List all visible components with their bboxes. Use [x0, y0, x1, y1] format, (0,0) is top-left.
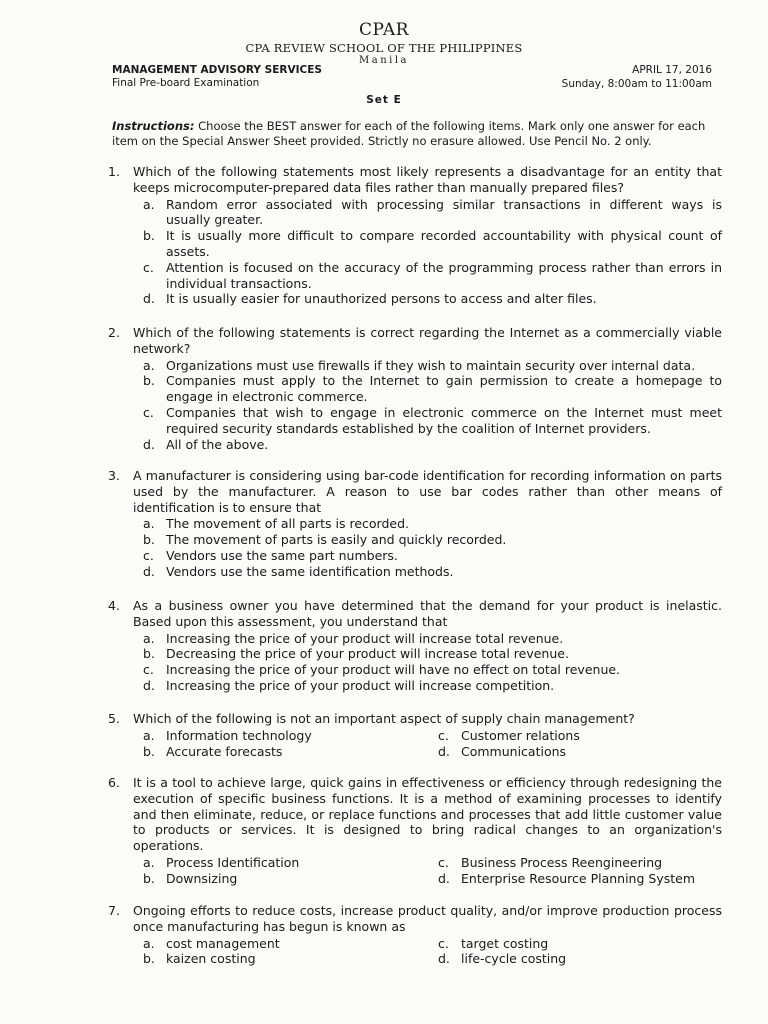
instructions-label: Instructions:	[112, 119, 195, 133]
option-c	[438, 855, 722, 871]
option-c	[438, 936, 722, 952]
option-text: life-cycle costing	[461, 951, 567, 967]
question-stem: As a business owner you have determined that the demand for your product is inelastic. Based upon this assessment, you understand that	[133, 598, 722, 629]
options-list	[143, 197, 722, 308]
options-list	[143, 728, 722, 760]
header-city: Manila	[359, 55, 409, 66]
header-title: CPAR	[359, 20, 409, 40]
option-text: All of the above.	[166, 436, 269, 452]
option-text: The movement of parts is easily and quickly recorded.	[166, 532, 507, 548]
option-b	[143, 744, 438, 760]
option-letter: b.	[143, 870, 155, 886]
option-text: Enterprise Resource Planning System	[461, 870, 696, 886]
option-letter: d.	[143, 436, 155, 452]
option-text: Communications	[461, 743, 567, 759]
question-number: 4.	[108, 598, 120, 613]
option-letter: c.	[143, 547, 154, 563]
options-list	[143, 358, 722, 453]
option-letter: c.	[438, 727, 449, 743]
option-d	[438, 951, 722, 967]
option-letter: c.	[143, 662, 154, 678]
option-text: kaizen costing	[166, 951, 256, 967]
question-number: 6.	[108, 775, 120, 790]
header-exam: Final Pre-board Examination	[112, 77, 260, 89]
option-b	[143, 228, 722, 260]
options-list	[143, 516, 722, 579]
question-number: 3.	[108, 468, 120, 483]
option-letter: d.	[438, 951, 450, 967]
options-list	[143, 631, 722, 694]
option-letter: c.	[438, 935, 449, 951]
option-text: Companies that wish to engage in electronic commerce on the Internet must meet required security standards established by the coalition of Internet providers.	[166, 404, 722, 436]
question-4	[108, 598, 722, 694]
option-c	[143, 405, 722, 437]
question-number: 7.	[108, 903, 120, 918]
question-number: 2.	[108, 325, 120, 340]
option-text: Decreasing the price of your product will increase total revenue.	[166, 646, 569, 662]
option-letter: a.	[143, 854, 155, 870]
option-letter: a.	[143, 357, 155, 373]
question-2	[108, 325, 722, 452]
option-text: Process Identification	[166, 854, 300, 870]
option-letter: b.	[143, 532, 155, 548]
question-stem: Ongoing efforts to reduce costs, increase product quality, and/or improve production process once manufacturing has begun is known as	[133, 903, 722, 934]
option-a	[143, 936, 438, 952]
option-a	[143, 358, 722, 374]
option-letter: a.	[143, 196, 155, 212]
option-letter: b.	[143, 951, 155, 967]
option-b	[143, 646, 722, 662]
option-text: Increasing the price of your product will increase competition.	[166, 677, 555, 693]
option-text: Vendors use the same part numbers.	[166, 547, 398, 563]
option-b	[143, 871, 438, 887]
option-letter: c.	[143, 404, 154, 420]
question-5	[108, 711, 722, 759]
question-6	[108, 775, 722, 887]
option-letter: b.	[143, 228, 155, 244]
option-letter: c.	[143, 259, 154, 275]
option-d	[143, 678, 722, 694]
instructions-text: Choose the BEST answer for each of the following items. Mark only one answer for each item on the Special Answer Sheet provided. Strictly no erasure allowed. Use Pencil No. 2 only.	[112, 119, 706, 148]
option-text: It is usually easier for unauthorized persons to access and alter files.	[166, 291, 597, 307]
option-text: target costing	[461, 935, 549, 951]
option-a	[143, 855, 438, 871]
option-letter: b.	[143, 373, 155, 389]
option-a	[143, 516, 722, 532]
options-list	[143, 855, 722, 887]
option-a	[143, 631, 722, 647]
question-number: 1.	[108, 164, 120, 179]
question-7	[108, 903, 722, 967]
option-letter: d.	[143, 563, 155, 579]
option-d	[438, 744, 722, 760]
question-stem: It is a tool to achieve large, quick gains in effectiveness or efficiency through redesigning the execution of specific business functions. It is a method of examining processes to identify and then eliminate, reduce, or replace functions and processes that add little customer value to products or services. It is designed to bring radical changes to an organization's operations.	[133, 775, 722, 854]
option-c	[143, 548, 722, 564]
option-letter: a.	[143, 630, 155, 646]
option-b	[143, 951, 438, 967]
option-d	[438, 871, 722, 887]
option-text: Increasing the price of your product will increase total revenue.	[166, 630, 564, 646]
question-number: 5.	[108, 711, 120, 726]
option-text: cost management	[166, 935, 280, 951]
option-letter: b.	[143, 646, 155, 662]
question-1	[108, 164, 722, 307]
option-letter: a.	[143, 727, 155, 743]
option-letter: a.	[143, 935, 155, 951]
option-text: Vendors use the same identification methods.	[166, 563, 454, 579]
option-letter: d.	[438, 743, 450, 759]
option-letter: d.	[143, 291, 155, 307]
option-letter: d.	[438, 870, 450, 886]
option-text: It is usually more difficult to compare recorded accountability with physical count of assets.	[166, 228, 722, 259]
question-stem: Which of the following statements most likely represents a disadvantage for an entity that keeps microcomputer-prepared data files rather than manually prepared files?	[133, 164, 722, 195]
set-label: Set E	[366, 94, 402, 106]
question-stem: Which of the following statements is correct regarding the Internet as a commercially viable network?	[133, 325, 722, 356]
option-letter: a.	[143, 516, 155, 532]
option-text: Companies must apply to the Internet to gain permission to create a homepage to engage in electronic commerce.	[166, 373, 722, 405]
option-text: Customer relations	[461, 727, 580, 743]
header-subject: MANAGEMENT ADVISORY SERVICES	[112, 64, 322, 76]
header-time: Sunday, 8:00am to 11:00am	[561, 78, 712, 90]
option-c	[143, 662, 722, 678]
option-text: The movement of all parts is recorded.	[166, 516, 410, 532]
option-d	[143, 437, 722, 453]
instructions	[112, 119, 716, 149]
option-text: Accurate forecasts	[166, 743, 283, 759]
option-c	[143, 260, 722, 292]
question-stem: Which of the following is not an important aspect of supply chain management?	[133, 711, 635, 726]
question-3	[108, 468, 722, 580]
option-letter: b.	[143, 743, 155, 759]
option-letter: d.	[143, 677, 155, 693]
header-school: CPA REVIEW SCHOOL OF THE PHILIPPINES	[245, 41, 523, 55]
option-text: Downsizing	[166, 870, 238, 886]
option-c	[438, 728, 722, 744]
option-text: Organizations must use firewalls if they wish to maintain security over internal data.	[166, 357, 696, 373]
option-text: Increasing the price of your product will have no effect on total revenue.	[166, 662, 621, 678]
option-text: Information technology	[166, 727, 312, 743]
option-d	[143, 291, 722, 307]
question-stem: A manufacturer is considering using bar-code identification for recording information on parts used by the manufacturer. A reason to use bar codes rather than other means of identification is to ensure that	[133, 468, 722, 515]
option-text: Business Process Reengineering	[461, 854, 663, 870]
options-list	[143, 936, 722, 968]
option-a	[143, 197, 722, 229]
header-date: APRIL 17, 2016	[632, 64, 712, 76]
option-a	[143, 728, 438, 744]
option-text: Attention is focused on the accuracy of the programming process rather than errors in individual transactions.	[166, 259, 722, 291]
option-letter: c.	[438, 854, 449, 870]
option-text: Random error associated with processing similar transactions in different ways is usually greater.	[166, 196, 722, 228]
option-b	[143, 532, 722, 548]
option-d	[143, 564, 722, 580]
option-b	[143, 373, 722, 405]
